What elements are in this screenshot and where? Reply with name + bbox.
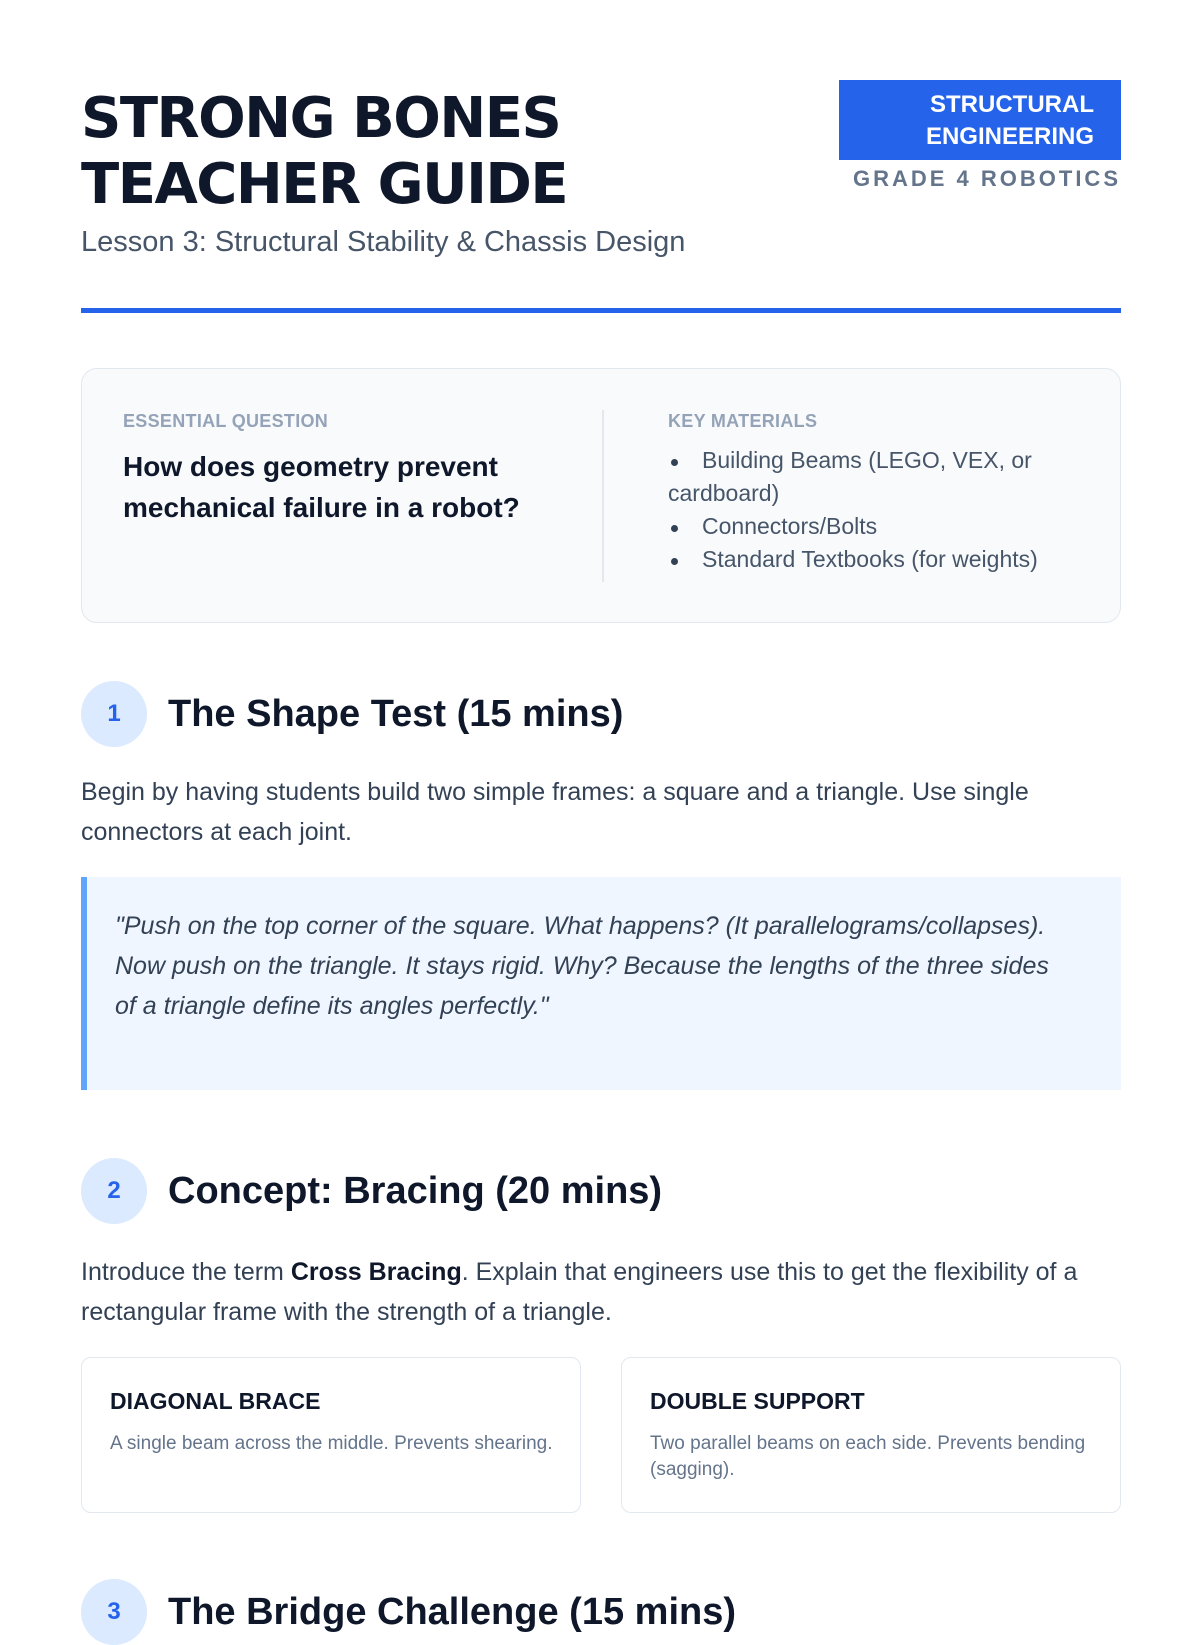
essential-question-column xyxy=(123,411,563,528)
essential-question-label: ESSENTIAL QUESTION xyxy=(123,411,329,431)
title-line-1: STRONG BONES xyxy=(81,86,561,151)
section-title: The Shape Test (15 mins) xyxy=(168,692,624,735)
card-text: A single beam across the middle. Prevents shearing. xyxy=(110,1433,553,1454)
section-title: The Bridge Challenge (15 mins) xyxy=(168,1590,736,1633)
section-3-heading xyxy=(81,1579,736,1645)
column-divider xyxy=(602,410,604,582)
key-materials-column xyxy=(668,411,1088,576)
card-title: DOUBLE SUPPORT xyxy=(650,1388,865,1414)
bracing-card-diagonal xyxy=(81,1357,581,1513)
page-title xyxy=(81,86,567,218)
subject-tag-line-2: ENGINEERING xyxy=(925,123,1094,150)
section-1-body: Begin by having students build two simple frames: a square and a triangle. Use single connectors at each joint. xyxy=(81,778,1029,846)
body-text: Introduce the term xyxy=(81,1258,291,1286)
header-divider xyxy=(81,308,1121,313)
subject-tag-line-1: STRUCTURAL xyxy=(930,91,1094,118)
teacher-guide-page xyxy=(81,0,1121,1633)
card-text: Two parallel beams on each side. Prevents bending (sagging). xyxy=(650,1433,1086,1480)
section-number-badge: 1 xyxy=(81,681,147,747)
list-item: Building Beams (LEGO, VEX, or cardboard) xyxy=(668,444,1088,510)
key-materials-label: KEY MATERIALS xyxy=(668,411,818,431)
card-title: DIAGONAL BRACE xyxy=(110,1388,321,1414)
subject-tag xyxy=(839,80,1121,160)
bracing-card-double xyxy=(621,1357,1121,1513)
materials-list xyxy=(668,444,1088,576)
section-2-heading xyxy=(81,1158,662,1224)
term-highlight: Cross Bracing xyxy=(290,1258,462,1286)
list-item: Standard Textbooks (for weights) xyxy=(668,543,1088,576)
teacher-script-quote: "Push on the top corner of the square. What happens? (It parallelograms/collapses). Now push on the triangle. It stays rigid. Why? Because the lengths of the three sides of a triangle define its angles perfectly." xyxy=(81,877,1121,1090)
section-number-badge: 2 xyxy=(81,1158,147,1224)
header xyxy=(81,0,1121,315)
lesson-subtitle: Lesson 3: Structural Stability & Chassis Design xyxy=(81,226,686,258)
section-1-heading xyxy=(81,681,623,747)
section-2-body xyxy=(81,1252,1121,1332)
section-title: Concept: Bracing (20 mins) xyxy=(168,1169,663,1212)
grade-label: GRADE 4 ROBOTICS xyxy=(852,166,1121,191)
title-line-2: TEACHER GUIDE xyxy=(81,152,568,217)
section-number-badge: 3 xyxy=(81,1579,147,1645)
list-item: Connectors/Bolts xyxy=(668,510,1088,543)
body-text: . Explain that engineers use this to get the flexibility of a rectangular frame with the strength of a triangle. xyxy=(81,1258,1078,1326)
essential-question-text: How does geometry prevent mechanical failure in a robot? xyxy=(123,451,520,523)
overview-card xyxy=(81,368,1121,623)
